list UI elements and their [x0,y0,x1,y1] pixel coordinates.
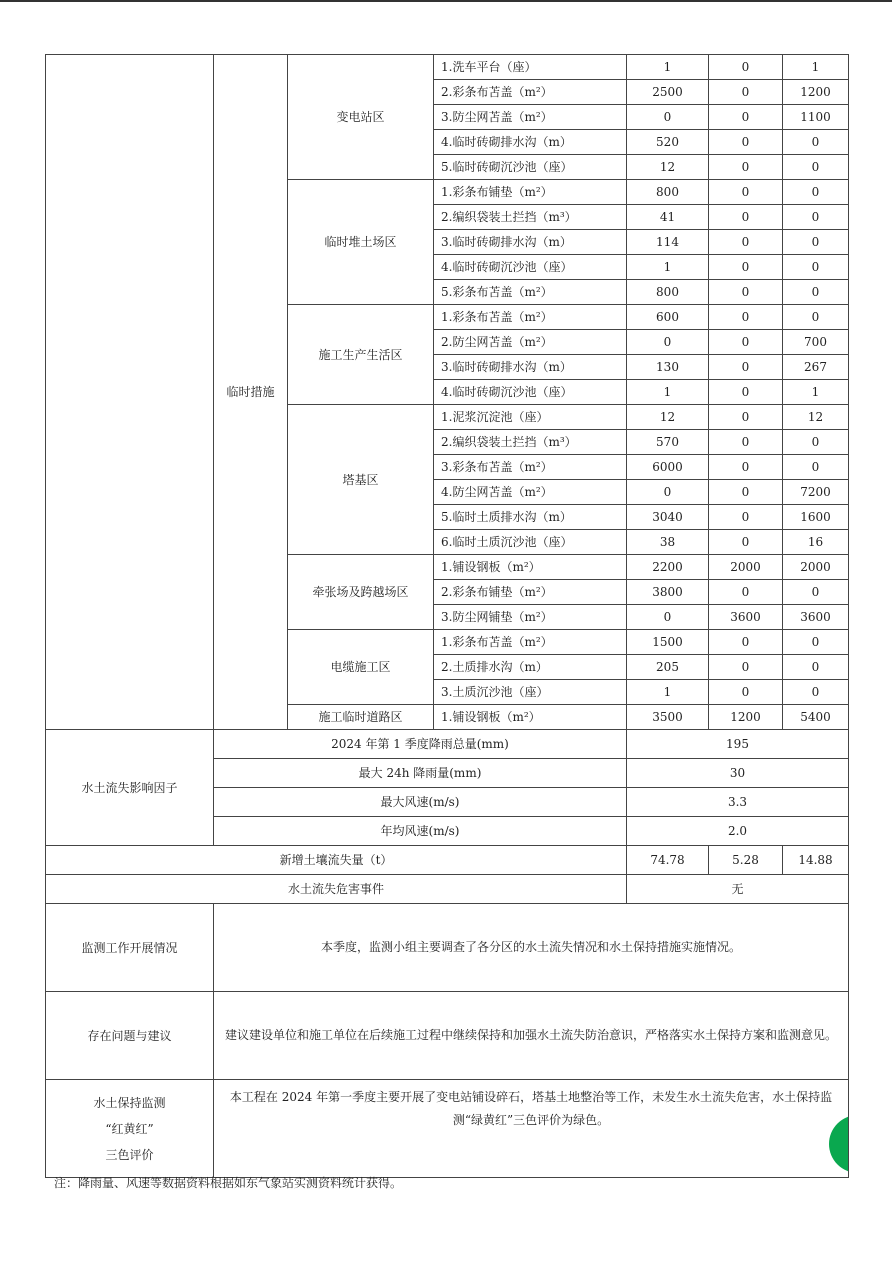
measure-value-2: 0 [709,230,783,255]
new-loss-value-2: 5.28 [709,846,783,875]
measure-value-3: 1 [783,380,849,405]
measure-name: 2.土质排水沟（m） [434,655,627,680]
measure-value-1: 0 [627,605,709,630]
evaluation-label-line3: 三色评价 [105,1147,154,1162]
measure-value-1: 3500 [627,705,709,730]
measure-name: 1.彩条布苫盖（m²） [434,305,627,330]
measure-value-2: 0 [709,330,783,355]
evaluation-cell [214,1080,849,1178]
measure-name: 2.编织袋装土拦挡（m³） [434,205,627,230]
measure-value-1: 38 [627,530,709,555]
measure-name: 4.防尘网苫盖（m²） [434,480,627,505]
measure-value-3: 700 [783,330,849,355]
measure-value-1: 1 [627,255,709,280]
measure-value-2: 0 [709,55,783,80]
measure-value-2: 0 [709,505,783,530]
evaluation-label-line1: 水土保持监测 [93,1095,166,1110]
measure-value-1: 205 [627,655,709,680]
measure-name: 5.彩条布苫盖（m²） [434,280,627,305]
measure-value-3: 267 [783,355,849,380]
measure-name: 5.临时土质排水沟（m） [434,505,627,530]
hazard-value: 无 [627,875,849,904]
measure-value-2: 0 [709,480,783,505]
measure-value-2: 0 [709,280,783,305]
measure-value-3: 1 [783,55,849,80]
measure-value-3: 0 [783,130,849,155]
measure-value-3: 1100 [783,105,849,130]
measure-value-2: 2000 [709,555,783,580]
measure-name: 2.防尘网苫盖（m²） [434,330,627,355]
factor-name: 最大风速(m/s) [214,788,627,817]
area-label: 塔基区 [288,405,434,555]
measure-value-1: 1 [627,380,709,405]
factor-value: 3.3 [627,788,849,817]
measure-value-3: 1200 [783,80,849,105]
measure-value-2: 3600 [709,605,783,630]
measure-value-3: 12 [783,405,849,430]
measure-value-3: 0 [783,155,849,180]
category-label: 临时措施 [214,55,288,730]
monitoring-table [45,54,849,1178]
monitoring-text: 本季度，监测小组主要调查了各分区的水土流失情况和水土保持措施实施情况。 [214,904,849,992]
measure-value-1: 1 [627,55,709,80]
measure-name: 1.铺设钢板（m²） [434,555,627,580]
evaluation-label [46,1080,214,1178]
measure-value-1: 130 [627,355,709,380]
measure-value-3: 2000 [783,555,849,580]
measure-value-3: 0 [783,205,849,230]
factor-value: 2.0 [627,817,849,846]
area-label: 变电站区 [288,55,434,180]
measure-value-1: 0 [627,480,709,505]
factor-name: 最大 24h 降雨量(mm) [214,759,627,788]
measure-value-3: 0 [783,280,849,305]
area-label: 牵张场及跨越场区 [288,555,434,630]
area-label: 施工生产生活区 [288,305,434,405]
hazard-label: 水土流失危害事件 [46,875,627,904]
measure-name: 3.临时砖砌排水沟（m） [434,230,627,255]
measure-value-2: 0 [709,530,783,555]
measure-value-3: 0 [783,305,849,330]
measure-name: 4.临时砖砌排水沟（m） [434,130,627,155]
measure-value-2: 0 [709,580,783,605]
measure-value-2: 0 [709,655,783,680]
factors-label: 水土流失影响因子 [46,730,214,846]
measure-name: 4.临时砖砌沉沙池（座） [434,255,627,280]
measure-value-3: 3600 [783,605,849,630]
measures-section [46,55,849,730]
measure-value-2: 0 [709,680,783,705]
footnote: 注：降雨量、风速等数据资料根据如东气象站实测资料统计获得。 [54,1176,403,1190]
factor-value: 30 [627,759,849,788]
measure-value-3: 0 [783,230,849,255]
area-label: 施工临时道路区 [288,705,434,730]
factor-value: 195 [627,730,849,759]
measure-value-1: 520 [627,130,709,155]
measure-name: 2.编织袋装土拦挡（m³） [434,430,627,455]
measure-value-1: 800 [627,180,709,205]
measure-value-1: 1 [627,680,709,705]
measure-name: 1.铺设钢板（m²） [434,705,627,730]
measure-value-2: 1200 [709,705,783,730]
area-label: 电缆施工区 [288,630,434,705]
measure-value-1: 570 [627,430,709,455]
measure-value-1: 6000 [627,455,709,480]
measure-value-2: 0 [709,255,783,280]
issues-text: 建议建设单位和施工单位在后续施工过程中继续保持和加强水土流失防治意识，严格落实水土保持方案和监测意见。 [214,992,849,1080]
measure-value-3: 16 [783,530,849,555]
measure-value-1: 114 [627,230,709,255]
measure-value-1: 2500 [627,80,709,105]
measure-value-3: 5400 [783,705,849,730]
measure-value-1: 2200 [627,555,709,580]
measure-name: 3.防尘网苫盖（m²） [434,105,627,130]
measure-value-1: 41 [627,205,709,230]
measure-value-1: 0 [627,105,709,130]
measure-name: 6.临时土质沉沙池（座） [434,530,627,555]
measure-name: 2.彩条布苫盖（m²） [434,80,627,105]
issues-label: 存在问题与建议 [46,992,214,1080]
measure-value-3: 0 [783,630,849,655]
measure-name: 3.彩条布苫盖（m²） [434,455,627,480]
measure-value-3: 1600 [783,505,849,530]
measure-value-2: 0 [709,380,783,405]
measure-value-1: 12 [627,155,709,180]
measure-name: 3.临时砖砌排水沟（m） [434,355,627,380]
measure-value-2: 0 [709,130,783,155]
measure-value-3: 0 [783,455,849,480]
measure-value-2: 0 [709,80,783,105]
factor-name: 年均风速(m/s) [214,817,627,846]
section-blank-cell [46,55,214,730]
measure-value-3: 0 [783,180,849,205]
measure-value-2: 0 [709,430,783,455]
page-top-border [0,0,892,2]
measure-value-1: 1500 [627,630,709,655]
measure-value-2: 0 [709,105,783,130]
measure-value-1: 3800 [627,580,709,605]
measure-value-2: 0 [709,180,783,205]
measure-value-1: 800 [627,280,709,305]
evaluation-text: 本工程在 2024 年第一季度主要开展了变电站铺设碎石，塔基土地整治等工作，未发生水土流失危害，水土保持监测“绿黄红”三色评价为绿色。 [229,1090,833,1127]
measure-name: 2.彩条布铺垫（m²） [434,580,627,605]
factors-section [46,730,849,1178]
measure-value-1: 600 [627,305,709,330]
measure-name: 1.彩条布苫盖（m²） [434,630,627,655]
measure-value-2: 0 [709,455,783,480]
measure-value-2: 0 [709,155,783,180]
measure-row [46,55,849,80]
measure-value-3: 0 [783,430,849,455]
measure-value-1: 0 [627,330,709,355]
measure-value-3: 0 [783,255,849,280]
measure-value-3: 0 [783,580,849,605]
measure-value-3: 7200 [783,480,849,505]
measure-name: 4.临时砖砌沉沙池（座） [434,380,627,405]
area-label: 临时堆土场区 [288,180,434,305]
evaluation-label-line2: “红黄红” [105,1121,154,1136]
monitoring-label: 监测工作开展情况 [46,904,214,992]
measure-value-2: 0 [709,405,783,430]
measure-value-2: 0 [709,305,783,330]
new-loss-value-1: 74.78 [627,846,709,875]
measure-value-3: 0 [783,680,849,705]
measure-value-1: 3040 [627,505,709,530]
new-loss-label: 新增土壤流失量（t） [46,846,627,875]
measure-value-3: 0 [783,655,849,680]
factor-name: 2024 年第 1 季度降雨总量(mm) [214,730,627,759]
measure-name: 3.土质沉沙池（座） [434,680,627,705]
measure-name: 3.防尘网铺垫（m²） [434,605,627,630]
measure-value-1: 12 [627,405,709,430]
new-loss-value-3: 14.88 [783,846,849,875]
measure-value-2: 0 [709,205,783,230]
measure-value-2: 0 [709,355,783,380]
measure-name: 1.泥浆沉淀池（座） [434,405,627,430]
measure-name: 1.彩条布铺垫（m²） [434,180,627,205]
measure-name: 5.临时砖砌沉沙池（座） [434,155,627,180]
measure-name: 1.洗车平台（座） [434,55,627,80]
measure-value-2: 0 [709,630,783,655]
